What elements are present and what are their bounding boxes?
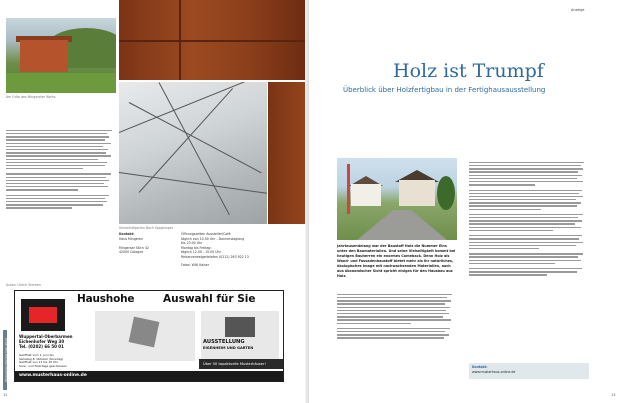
contact-address [119, 232, 179, 255]
ad-hours-line: Geöffnet vom 1. Juni bis [19, 353, 54, 357]
kontakt-heading: Kontakt: [472, 365, 488, 369]
kontakt-website[interactable]: www.musterhaus-online.de [472, 369, 516, 374]
ad-hours [19, 354, 89, 368]
contact-name: Haus Mingeren [119, 236, 143, 241]
wood-facade-photo [119, 0, 305, 80]
ad-center-image [95, 311, 195, 361]
kontakt-box [469, 363, 589, 379]
page-number-left: 12 [3, 393, 8, 397]
house-photo [6, 18, 116, 93]
ad-strip: Über 50 topaktuelle Musterhäuser! [199, 359, 283, 369]
hours-line: bis 23.00 Uhr [181, 241, 203, 246]
folio-text: Wuppertal Oberbarmen 2012 [3, 338, 8, 382]
house-model-shape [129, 317, 160, 348]
contact-phone: Reiserverweigertelefon (0212) 263 922 13 [181, 254, 249, 259]
house-icon [225, 317, 255, 337]
street-photo [337, 158, 457, 240]
ad-caption-line-2: EIGENHEIM UND GARTEN [203, 346, 254, 350]
ad-exhibition-caption [203, 339, 253, 351]
right-column-1-body [337, 292, 457, 340]
article-subtitle: Überblick über Holzfertigbau in der Fertighausausstellung [343, 86, 546, 94]
hours-line: täglich 12.00 - 15.00 Uhr [181, 250, 221, 255]
ad-caption-line-1: AUSSTELLUNG [203, 339, 245, 345]
building-shape [20, 40, 68, 72]
page-number-right: 13 [611, 393, 616, 397]
contact-street: Mingerser Stich 42 [119, 245, 149, 250]
advertisement[interactable] [14, 290, 284, 382]
ad-hours-line: Samstag 8. Oktober (Sonntag) [19, 356, 64, 361]
lawn-shape [6, 73, 116, 93]
hours-line: täglich von 10.00 Uhr - Donnerstaglang [181, 236, 245, 241]
article-title: Holz ist Trumpf [393, 60, 544, 82]
ad-right-image [201, 311, 279, 359]
contact-city: 42000 Cologne [119, 250, 144, 255]
right-column-2-body [469, 160, 589, 277]
contact-heading: Kontakt: [119, 232, 135, 236]
ad-phone: Tel. (0202) 66 50 01 [19, 344, 64, 349]
glass-photo-caption: Ulmenhöfgarten Bach Spaghinger [119, 226, 174, 230]
right-page [309, 0, 618, 403]
ad-logo [21, 299, 65, 331]
ad-headline-left: Haushohe [77, 293, 135, 305]
photo-credit: Fotos: Willi Kaiser [181, 262, 210, 267]
ad-street: Eichenhofer Weg 30 [19, 339, 65, 344]
ad-headline-right: Auswahl für Sie [163, 293, 256, 305]
left-column-body [6, 128, 116, 210]
article-lead: Jahrtausendelang war der Baustoff Holz die Nummer Eins unter den Baumaterialien. Und seine Vielseitigkeit kommt bei heutigen Bauherren ein enormes Comeback. Denn Holz als Wand- und Fassadenbaustoff bietet mehr als ihr natürliches, ökologisches Image mit nachwachsenden Materialien, auch aus ökonomischer Sicht spricht einiges für den Hausbau aus Holz. [337, 244, 456, 278]
contact-hours [181, 232, 291, 267]
folio-tab [2, 330, 8, 390]
ad-hours-line: Sonn- und Feiertage geschlossen [19, 363, 67, 368]
ad-company: Wuppertal-Oberbarmen [19, 334, 73, 339]
glass-facade-photo [119, 82, 267, 224]
house-photo-caption: Am Fuße des Mingareter Weihs [6, 95, 56, 99]
contact-box [119, 232, 305, 272]
ad-website-link[interactable]: www.musterhaus-online.de [15, 371, 283, 381]
ad-hours-line: Geöffnet von 11 bis 19 Uhr [19, 360, 59, 365]
hours-title: Öffnungszeiten Aussteller/Café: [181, 232, 232, 236]
side-wood-photo [268, 82, 305, 224]
author-credit: Autor: Ulrich Siemen [6, 283, 41, 287]
ad-address [19, 334, 77, 349]
section-kicker: Anzeige [571, 8, 585, 12]
hours-line: Montag bis Freitag: [181, 245, 212, 250]
